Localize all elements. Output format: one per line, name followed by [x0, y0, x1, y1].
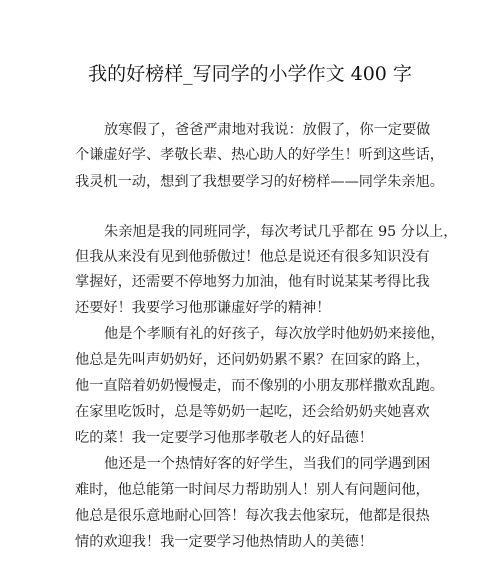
paragraph-2-line-1: 朱亲旭是我的同班同学，每次考试几乎都在 95 分以上， [104, 224, 458, 240]
paragraph-2-line-4: 还要好！我要学习他那谦虚好学的精神！ [75, 300, 331, 316]
paragraph-4-line-2: 难时，他总能第一时间尽力帮助别人！别人有问题问他， [75, 482, 430, 498]
paragraph-3-line-5: 吃的菜！我一定要学习他那孝敬老人的好品德！ [75, 430, 373, 446]
paragraph-3-line-4: 在家里吃饭时，总是等奶奶一起吃，还会给奶奶夹她喜欢 [75, 404, 430, 420]
paragraph-2-line-3: 掌握好，还需要不停地努力加油，他有时说某某考得比我 [75, 274, 430, 290]
paragraph-3-line-2: 他总是先叫声奶奶好，还问奶奶累不累？在回家的路上， [75, 352, 430, 368]
paragraph-3-line-3: 他一直陪着奶奶慢慢走，而不像别的小朋友那样撒欢乱跑。 [75, 378, 444, 394]
paragraph-1-line-1: 放寒假了，爸爸严肃地对我说：放假了，你一定要做 [104, 122, 431, 138]
article-title: 我的好榜样_写同学的小学作文 400 字 [88, 63, 412, 85]
paragraph-1-line-3: 我灵机一动，想到了我想要学习的好榜样——同学朱亲旭。 [75, 174, 444, 190]
paragraph-2-line-2: 但我从来没有见到他骄傲过！他总是说还有很多知识没有 [75, 249, 430, 265]
paragraph-1-line-2: 个谦虚好学、孝敬长辈、热心助人的好学生！听到这些话， [75, 147, 444, 163]
paragraph-4-line-1: 他还是一个热情好客的好学生，当我们的同学遇到困 [104, 456, 431, 472]
paragraph-3-line-1: 他是个孝顺有礼的好孩子，每次放学时他奶奶来接他， [104, 326, 445, 342]
paragraph-4-line-3: 他总是很乐意地耐心回答！每次我去他家玩，他都是很热 [75, 508, 430, 524]
paragraph-4-line-4: 情的欢迎我！我一定要学习他热情助人的美德！ [75, 534, 373, 550]
